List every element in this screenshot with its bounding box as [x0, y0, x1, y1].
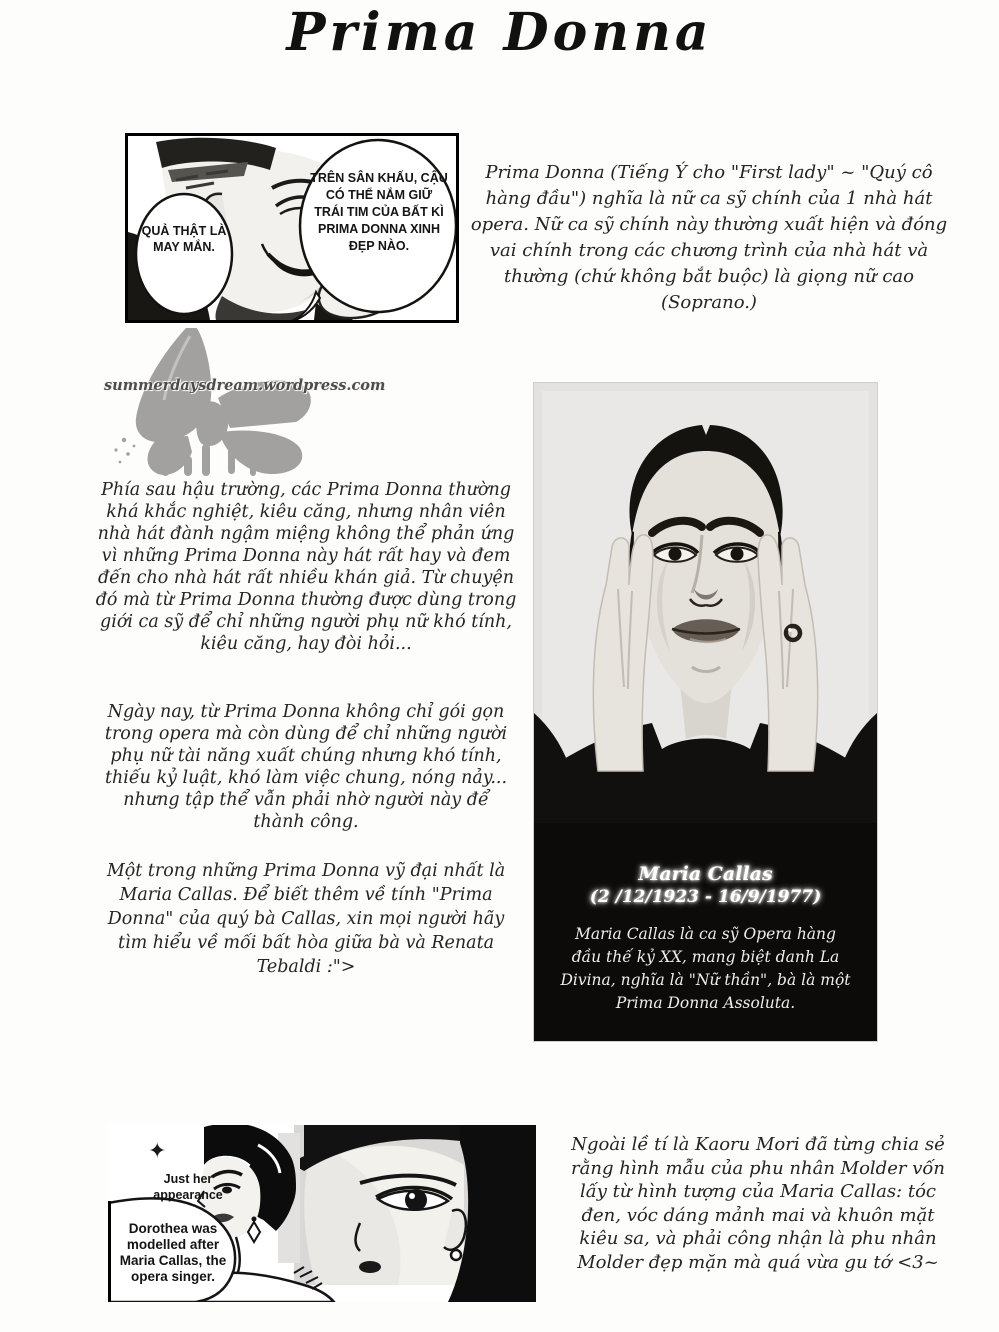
body-paragraph-3: Một trong những Prima Donna vỹ đại nhất là Maria Callas. Để biết thêm về tính "Prima Donna" của quý bà Callas, xin mọi người hãy tìm hiểu về mối bất hòa giữa bà và Renata Tebaldi :"> [106, 861, 506, 977]
speech-bubble-left: QUẢ THẬT LÀ MAY MẮN. [141, 224, 227, 254]
caption-description: Maria Callas là ca sỹ Opera hàng đầu thế kỷ XX, mang biệt danh La Divina, nghĩa là "Nữ thần", bà là một Prima Donna Assoluta. [560, 925, 851, 1012]
intro-paragraph: Prima Donna (Tiếng Ý cho "First lady" ~ "Quý cô hàng đầu") nghĩa là nữ ca sỹ chính của 1 nhà hát opera. Nữ ca sỹ chính này thường xuất hiện và đóng vai chính trong các chương trình của nhà hát và thường (chứ không bắt buộc) là giọng nữ cao (Soprano.) [470, 162, 948, 313]
butterfly-watermark [100, 328, 386, 478]
page-title: Prima Donna [286, 2, 713, 63]
speech-bubble-dorothea: Dorothea was modelled after Maria Callas, the opera singer. [119, 1221, 227, 1284]
caption-name: Maria Callas [638, 863, 773, 885]
outro-paragraph: Ngoài lề tí là Kaoru Mori đã từng chia sẻ rằng hình mẫu của phu nhân Molder vốn lấy từ hình tượng của Maria Callas: tóc đen, vóc dáng mảnh mai và khuôn mặt kiêu sa, và phải công nhận là phu nhân Molder đẹp mặn mà quá vừa gu tớ <3~ [571, 1134, 945, 1273]
body-paragraph-2: Ngày nay, từ Prima Donna không chỉ gói gọn trong opera mà còn dùng để chỉ những người phụ nữ tài năng xuất chúng nhưng khó tính, thiếu kỷ luật, khó làm việc chung, nóng nảy... nhưng tập thể vẫn phải nhờ người này để thành công. [104, 702, 508, 832]
photo-caption [534, 845, 877, 1041]
sparkle-icon: ✦ [148, 1139, 167, 1164]
speech-bubble-right: TRÊN SÂN KHẤU, CẬU CÓ THỂ NẮM GIỮ TRÁI TIM CỦA BẤT KÌ PRIMA DONNA XINH ĐẸP NÀO. [310, 171, 448, 253]
bottom-comic-panel [108, 1125, 536, 1302]
caption-dates: (2 /12/1923 - 16/9/1977) [589, 887, 822, 907]
body-paragraph-1: Phía sau hậu trường, các Prima Donna thường khá khắc nghiệt, kiêu căng, nhưng nhân viên nhà hát đành ngậm miệng không thể phản ứng vì những Prima Donna này hát rất hay và đem đến cho nhà hát rất nhiều khán giả. Từ chuyện đó mà từ Prima Donna thường được dùng trong giới ca sỹ để chỉ những người phụ nữ khó tính, kiêu căng, hay đòi hỏi... [95, 480, 517, 654]
top-comic-panel [125, 133, 459, 323]
photo-card [533, 382, 878, 1042]
watermark-url: summerdaysdream.wordpress.com [104, 377, 386, 394]
side-note: Just her appearance [153, 1172, 223, 1203]
butterfly-icon [100, 328, 386, 478]
maria-callas-portrait [534, 383, 877, 845]
